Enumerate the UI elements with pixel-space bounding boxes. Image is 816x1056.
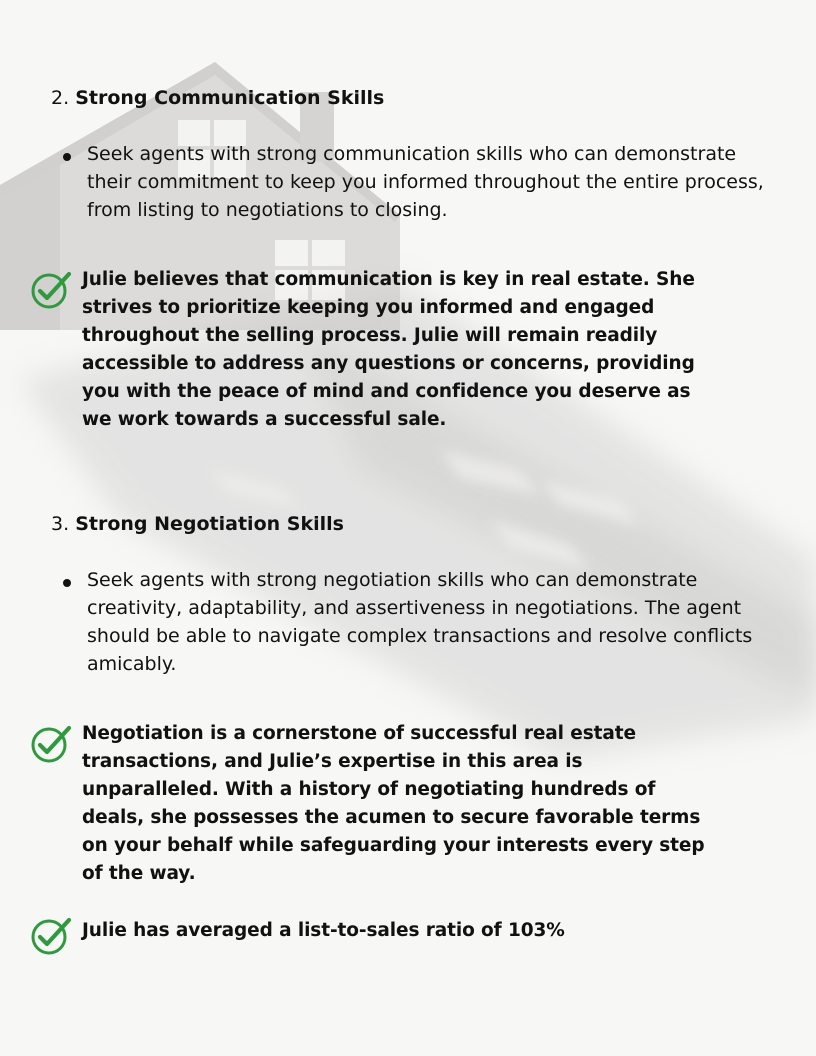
checkmark-circle-icon: [30, 916, 72, 956]
checkmark-circle-icon: [30, 270, 72, 310]
bullet-text-communication: Seek agents with strong communication skills who can demonstrate their commitment to keep you informed throughout the entire process, from listing to negotiations to closing.: [87, 143, 764, 221]
section-title: Strong Negotiation Skills: [75, 513, 344, 535]
bullet-text-negotiation: Seek agents with strong negotiation skills who can demonstrate creativity, adaptability, and assertiveness in negotiations. The agent should be able to navigate complex transactions and resolve conflicts amicably.: [87, 569, 753, 675]
section-number: 2.: [51, 87, 70, 109]
checkmark-circle-icon: [30, 724, 72, 764]
section-heading-negotiation: [51, 512, 344, 536]
section-heading-communication: [51, 86, 384, 110]
section-title: Strong Communication Skills: [75, 87, 385, 109]
callout-negotiation: Negotiation is a cornerstone of successful real estate transactions, and Julie’s expertise in this area is unparalleled. With a history of negotiating hundreds of deals, she possesses the acumen to secure favorable terms on your behalf while safeguarding your interests every step of the way.: [82, 723, 705, 884]
callout-communication: Julie believes that communication is key in real estate. She strives to prioritize keeping you informed and engaged throughout the selling process. Julie will remain readily accessible to address any questions or concerns, providing you with the peace of mind and confidence you deserve as we work towards a successful sale.: [82, 269, 695, 430]
callout-list-to-sales-ratio: Julie has averaged a list-to-sales ratio of 103%: [82, 920, 565, 941]
bullet-dot: [63, 153, 71, 161]
section-number: 3.: [51, 513, 70, 535]
bullet-dot: [63, 579, 71, 587]
